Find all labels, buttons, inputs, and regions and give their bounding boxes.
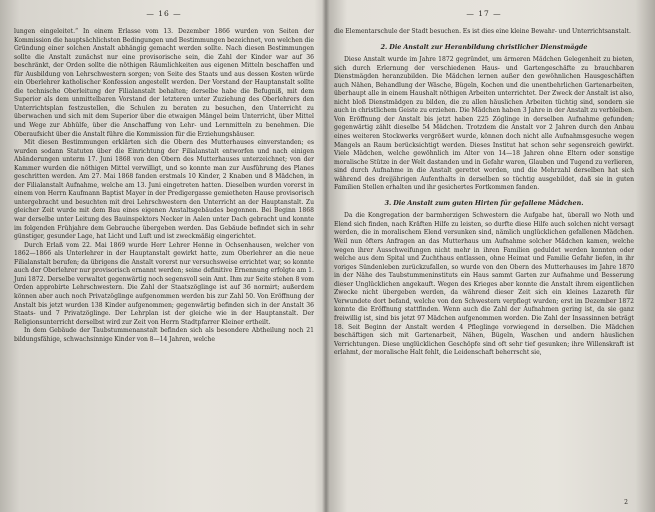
paragraph: Durch Erlaß vom 22. Mai 1869 wurde Herr Lehrer Henne in Ochsenhausen, welcher von 1862—1866 als Unterlehrer in der Hauptanstalt gewirkt hatte, zum Oberlehrer an die neue Filialanstalt berufen; da übrigens die Anstalt vorerst nur versuchsweise errichtet war, so konnte auch der Oberlehrer nur provisorisch ernannt werden; seine definitive Ernennung erfolgte am 1. Juni 1872. Derselbe verwaltet gegenwärtig noch segensvoll sein Amt. Ihm zur Seite stehen 8 vom Orden approbirte Lehrschwestern. Die Zahl der Staatszöglinge ist auf 36 normirt; außerdem können aber auch noch Privatzöglinge aufgenommen werden bis zur Zahl 50. Von Eröffnung der Anstalt bis jetzt wurden 138 Kinder aufgenommen; gegenwärtig befinden sich in der Anstalt 36 Staats- und 7 Privatzöglinge. Der Lehrplan ist der gleiche wie in der Hauptanstalt. Der Religionsunterricht derselbst wird zur Zeit von Herrn Stadtpfarrer Kleiner ertheilt.: [14, 241, 314, 326]
paragraph: Diese Anstalt wurde im Jahre 1872 gegründet, um ärmeren Mädchen Gelegenheit zu bieten, sich durch Erlernung der verschiedenen Haus- und Gartengeschäfte zu brauchbaren Dienstmägden heranzubilden. Die Mädchen lernen außer den gewöhnlichen Hausgeschäften auch Nähen, Behandlung der Wäsche, Bügeln, Kochen und die unentbehrlichen Gartenarbeiten, überhaupt alle in einem Haushalt nöthigen Arbeiten unterrichtet. Der Zweck der Anstalt ist also, nicht bloß Dienstmädgen zu bilden, die zu allen häuslichen Arbeiten tüchtig sind, sondern sie auch in christlichem Geiste zu erziehen. Die Mädchen haben 3 Jahre in der Anstalt zu verbleiben. Von Eröffnung der Anstalt bis jetzt haben 225 Zöglinge in derselben Aufnahme gefunden; gegenwärtig zählt dieselbe 54 Mädchen. Trotzdem die Anstalt vor 2 Jahren durch den Anbau eines weiteren Stockwerks vergrößert wurde, können doch nicht alle Aufnahmsgesuche wegen Mangels an Raum berücksichtigt werden. Dieses Institut hat schon sehr segensreich gewirkt. Viele Mädchen, welche gewöhnlich im Alter von 14—18 Jahren ohne Eltern oder sonstige moralische Stütze in der Welt dastanden und in Gefahr waren, Glauben und Tugend zu verlieren, sind durch Aufnahme in die Anstalt gerettet worden, und die Mehrzahl derselben hat sich während des dreijährigen Aufenthalts in derselben so tüchtig ausgebildet, daß sie in guten Familien Stellen erhalten und ihr gesichertes Fortkommen fanden.: [334, 56, 634, 192]
paragraph: In dem Gebäude der Taubstummenanstalt befinden sich als besondere Abtheilung noch 21 bildungsfähige, schwachsinnige Kinder von 8—14 Jahren, welche: [14, 327, 314, 343]
paragraph: Mit diesen Bestimmungen erklärten sich die Obern des Mutterhauses einverstanden; es wurden sodann Statuten über die Einrichtung der Filialanstalt entworfen und nach einigen Abänderungen unterm 17. Juni 1868 von den Obern des Mutterhauses unterzeichnet; von der Kammer wurden die nöthigen Mittel verwilligt, und so konnte man zur Ausführung des Planes geschritten werden. Am 27. Mai 1868 fanden erstmals 10 Kinder, 2 Knaben und 8 Mädchen, in der Filialanstalt Aufnahme, welche am 13. Juni eingetreten hatten. Dieselben wurden vorerst in einem von Herrn Kaufmann Baptist Mayer in der Predigergasse gemietheten Hause provisorisch untergebracht und besuchten mit drei Lehrschwestern den Unterricht an der Hauptanstalt. Zu gleicher Zeit wurde mit dem Bau eines eigenen Anstaltsgebäudes begonnen. Bei Beginn 1868 war derselbe unter Leitung des Bauinspektors Necker in Aalen unter Dach gebracht und konnte im folgenden Frühjahre dem Gebrauche übergeben werden. Das Gebäude befindet sich in sehr günstiger, gesunder Lage, hat Licht und Luft und ist zweckmäßig eingerichtet.: [14, 139, 314, 241]
left-page: [14, 0, 314, 512]
book-gutter: [322, 0, 330, 512]
signature-mark: 2: [624, 499, 628, 506]
section-heading-3: 3. Die Anstalt zum guten Hirten für gefallene Mädchen.: [384, 198, 584, 207]
paragraph: Da die Kongregation der barmherzigen Schwestern die Aufgabe hat, überall wo Noth und Elend sich finden, nach Kräften Hilfe zu leisten, so durfte diese Hilfe auch solchen nicht versagt werden, die in moralischem Elend versunken sind, nämlich unglücklichen gefallenen Mädchen. Weil nun öfters Anfragen an das Mutterhaus um Aufnahme solcher Mädchen kamen, welche wegen ihrer Ausschweifungen nicht mehr in ihren Familien geduldet werden konnten oder welche aus dem Spital und Zuchthaus entlassen, ohne Heimat und Familie Gefahr liefen, in ihr voriges Sündenleben zurückzufallen, so wurde von den Obern des Mutterhauses im Jahre 1870 in der Nähe des Taubstummeninstituts ein Haus sammt Garten zur Aufnahme und Besserung dieser Unglücklichen angekauft. Wegen des Krieges aber konnte die Anstalt ihrem eigentlichen Zwecke nicht übergeben werden, da während dieser Zeit sich ein kleines Lazareth für Verwundete dort befand, welche von den Schwestern verpflegt wurden; erst im Dezember 1872 konnte die Eröffnung stattfinden. Wenn auch die Zahl der Aufnahmen gering ist, da sie ganz freiwillig ist, sind bis jetzt 97 Mädchen aufgenommen worden. Die Zahl der Insassinnen beträgt 18. Seit Beginn der Anstalt werden 4 Pfleglinge vorwiegend in derselben. Die Mädchen beschäftigen sich mit Gartenarbeit, Nähen, Bügeln, Waschen und andern häuslichen Verrichtungen. Diese unglücklichen Geschöpfe sind oft sehr tief gesunken; ihre Willenskraft ist erlahmt, der moralische Halt fehlt, die Leidenschaft beherrscht sie,: [334, 212, 634, 357]
right-page: [334, 0, 634, 512]
section-heading-2: 2. Die Anstalt zur Heranbildung christlicher Dienstmägde: [380, 42, 588, 51]
left-page-number: — 16 —: [146, 9, 182, 18]
paragraph: lungen eingeleitet.“ In einem Erlasse vom 13. Dezember 1866 wurden von Seiten der Kommission die hauptsächlichsten Bedingungen und Bestimmungen bezeichnet, von welchen die Gründung einer solchen Anstalt abhängig gemacht werden sollte. Nach diesen Bestimmungen sollte die Anstalt zunächst nur eine provisorische sein, die Zahl der Kinder war auf 36 beschränkt, der Orden sollte die nöthigen Räumlichkeiten aus eigenen Mitteln beschaffen und für Ausbildung von Lehrschwestern sorgen; von Seite des Staats und aus dessen Kosten würde ein Oberlehrer katholischer Konfession angestellt werden. Der Vorstand der Hauptanstalt sollte die technische Oberleitung der Filialanstalt behalten; derselbe habe die Befugniß, mit dem Superior als dem unmittelbaren Vorstand der letzteren unter Zuziehung des Oberlehrers den Unterrichtsplan festzustellen, die Schulen zu beraten zu besuchen, den Unterricht zu überwachen und sich mit dem Superior über die etwaigen Mängel beim Unterricht, über Mittel und Wege zur Abhülfe, über die Anschaffung von Lehr- und Lernmitteln zu benehmen. Die Oberaufsicht über die Anstalt führe die Kommission für die Erziehungshäuser.: [14, 28, 314, 138]
left-page-text: [14, 28, 314, 344]
right-page-number: — 17 —: [466, 9, 502, 18]
paragraph: die Elementarschule der Stadt besuchen. Es ist dies eine kleine Bewahr- und Unterrichtsanstalt.: [334, 28, 631, 35]
right-page-text: [334, 28, 634, 358]
